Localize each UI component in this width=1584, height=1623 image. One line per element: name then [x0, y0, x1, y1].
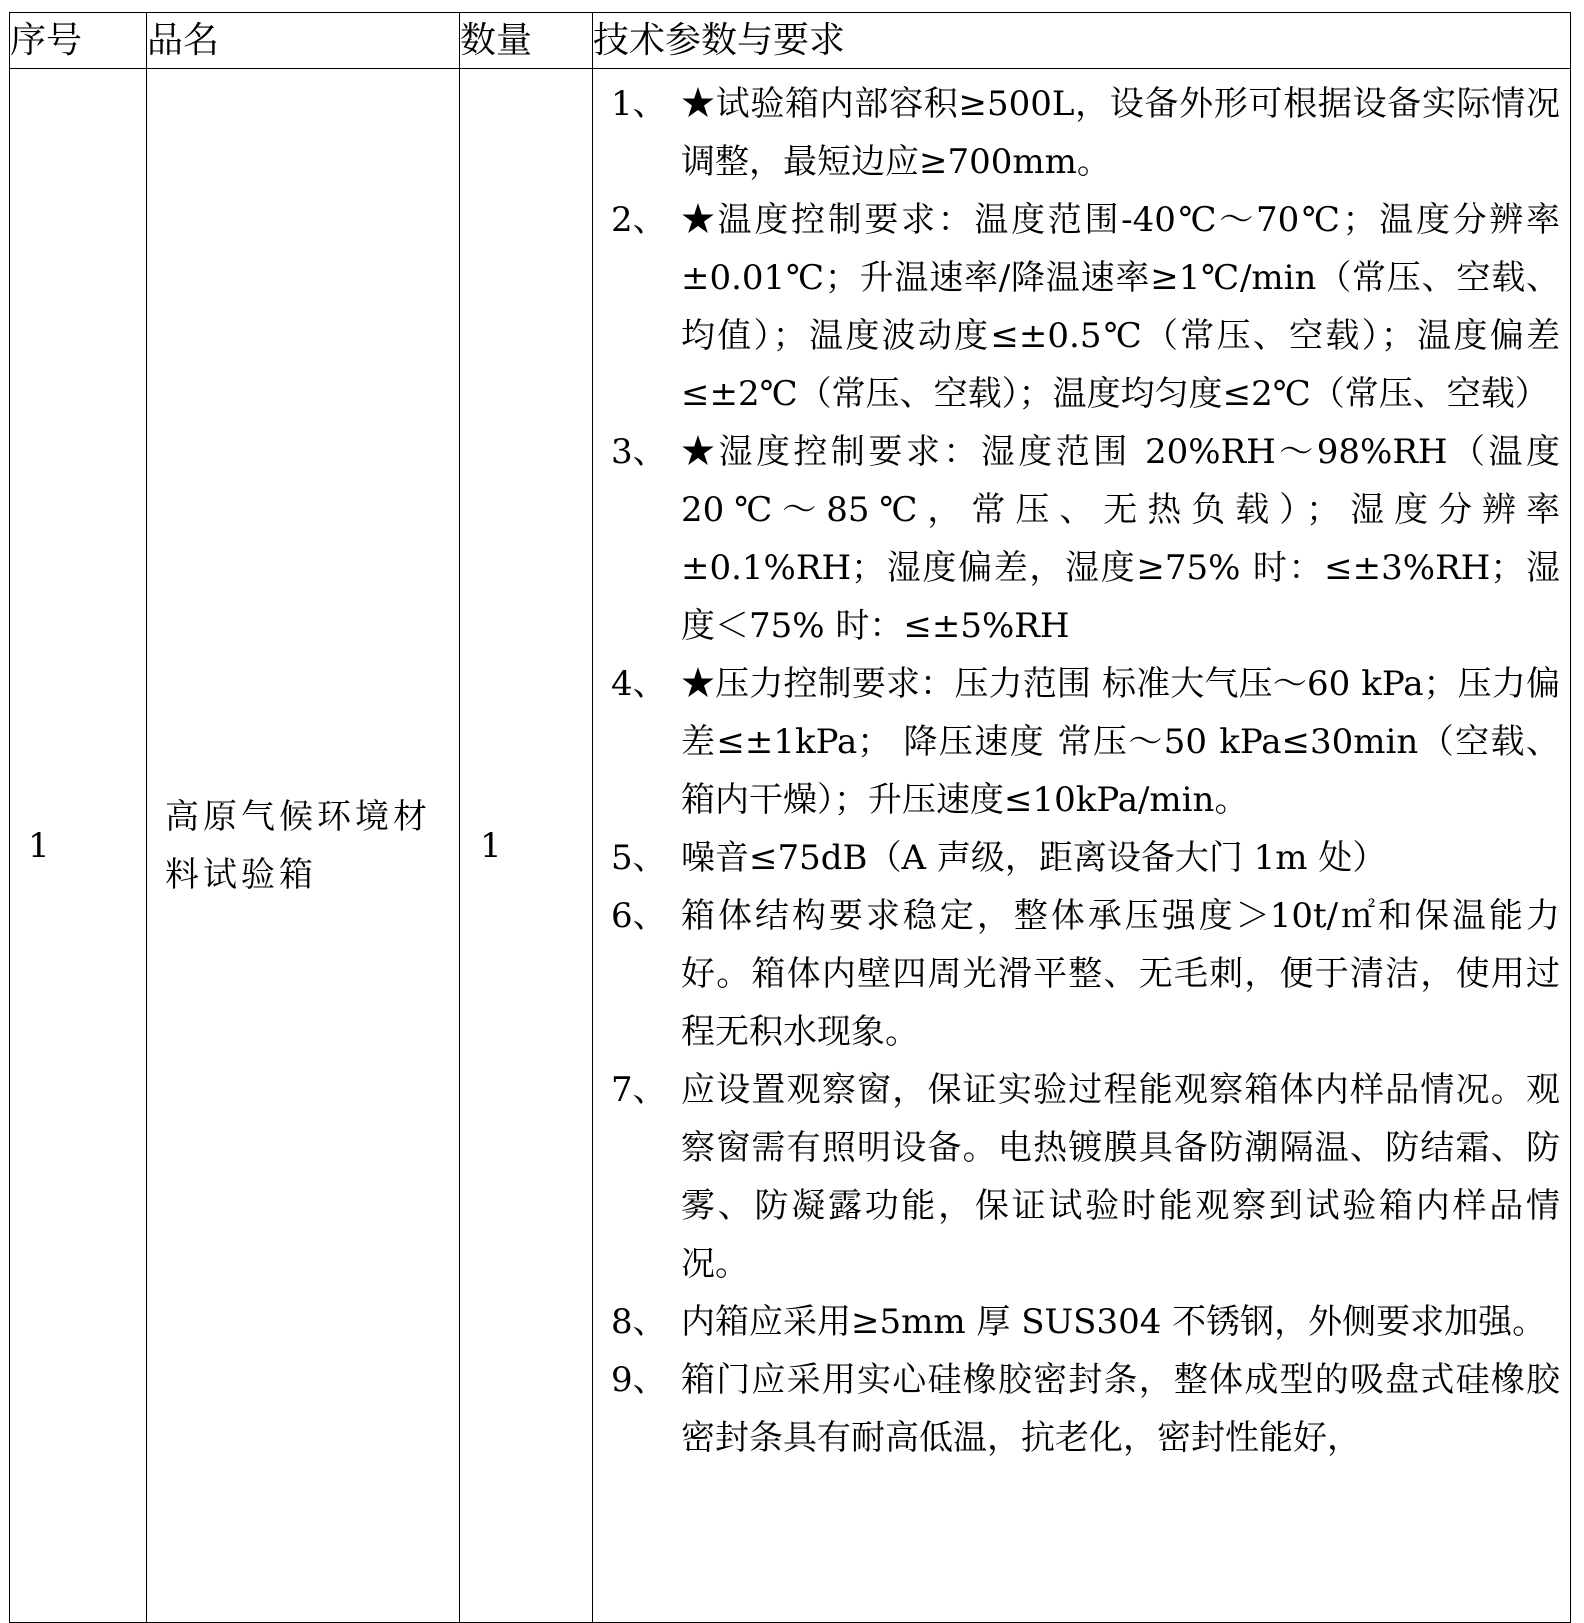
requirement-text: 应设置观察窗，保证实验过程能观察箱体内样品情况。观察窗需有照明设备。电热镀膜具备防潮隔温、防结霜、防雾、防凝露功能，保证试验时能观察到试验箱内样品情况。	[681, 1070, 1560, 1284]
requirement-number: 7、	[611, 1070, 667, 1110]
table-row	[10, 69, 1571, 1623]
requirement-number: 6、	[611, 896, 667, 936]
requirement-text: 箱体结构要求稳定，整体承压强度＞10t/㎡和保温能力好。箱体内壁四周光滑平整、无毛刺，便于清洁，使用过程无积水现象。	[681, 896, 1560, 1052]
requirements-list	[611, 75, 1560, 1467]
requirement-text: ★温度控制要求：温度范围-40℃～70℃；温度分辨率±0.01℃；升温速率/降温速率≥1℃/min（常压、空载、均值）；温度波动度≤±0.5℃（常压、空载）；温度偏差≤±2℃（常压、空载）；温度均匀度≤2℃（常压、空载）	[681, 200, 1560, 414]
requirement-text: ★湿度控制要求：湿度范围 20%RH～98%RH（温度 20℃～85℃，常压、无热负载）；湿度分辨率±0.1%RH；湿度偏差，湿度≥75% 时：≤±3%RH；湿度＜75% 时：≤±5%RH	[681, 432, 1560, 646]
header-quantity: 数量	[460, 13, 593, 69]
requirement-text: 噪音≤75dB（A 声级，距离设备大门 1m 处）	[681, 838, 1387, 878]
header-row	[10, 13, 1571, 69]
requirement-number: 5、	[611, 838, 667, 878]
requirement-number: 9、	[611, 1360, 667, 1400]
requirement-number: 4、	[611, 664, 667, 704]
requirement-number: 2、	[611, 200, 667, 240]
header-name: 品名	[147, 13, 460, 69]
requirement-number: 3、	[611, 432, 667, 472]
list-item	[611, 1293, 1560, 1351]
list-item	[611, 1351, 1560, 1467]
requirement-number: 8、	[611, 1302, 667, 1342]
list-item	[611, 191, 1560, 423]
list-item	[611, 1061, 1560, 1293]
requirement-text: 箱门应采用实心硅橡胶密封条，整体成型的吸盘式硅橡胶密封条具有耐高低温，抗老化，密封性能好，	[681, 1360, 1560, 1458]
spec-table	[9, 12, 1571, 1623]
row-requirements	[593, 69, 1571, 1623]
requirement-number: 1、	[611, 84, 667, 124]
list-item	[611, 423, 1560, 655]
list-item	[611, 655, 1560, 829]
requirement-text: 内箱应采用≥5mm 厚 SUS304 不锈钢，外侧要求加强。	[681, 1302, 1547, 1342]
requirement-text: ★压力控制要求：压力范围 标准大气压～60 kPa；压力偏差≤±1kPa； 降压速度 常压～50 kPa≤30min（空载、箱内干燥）；升压速度≤10kPa/min。	[681, 664, 1560, 820]
row-quantity: 1	[460, 69, 593, 1623]
requirement-text: ★试验箱内部容积≥500L，设备外形可根据设备实际情况调整，最短边应≥700mm。	[681, 84, 1560, 182]
row-name: 高原气候环境材料试验箱	[147, 69, 460, 1623]
row-index: 1	[10, 69, 147, 1623]
list-item	[611, 887, 1560, 1061]
header-requirements: 技术参数与要求	[593, 13, 1571, 69]
header-index: 序号	[10, 13, 147, 69]
list-item	[611, 829, 1560, 887]
list-item	[611, 75, 1560, 191]
